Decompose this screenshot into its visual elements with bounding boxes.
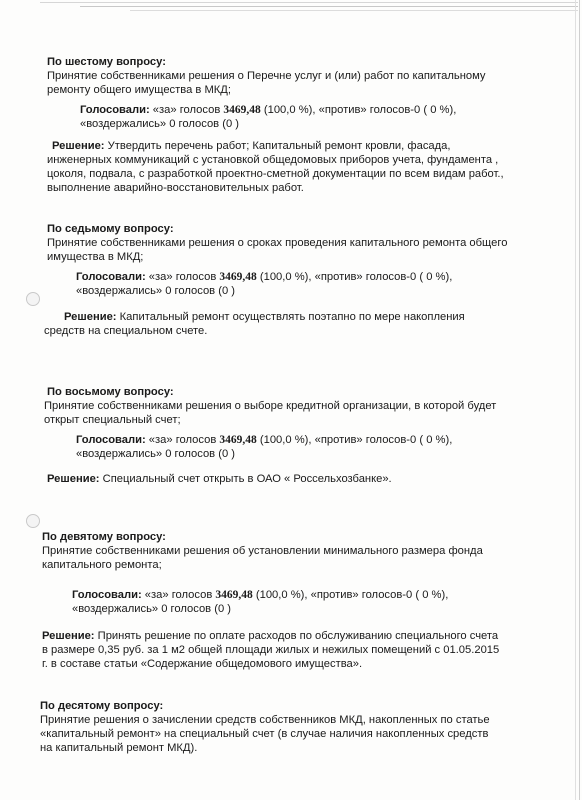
vote-label: Голосовали: <box>76 271 146 283</box>
vote-abstain-line: «воздержались» 0 голосов (0 ) <box>76 448 236 460</box>
page-edge <box>80 6 578 7</box>
decision-line: средств на специальном счете. <box>44 325 208 337</box>
punch-hole <box>26 292 40 306</box>
page-edge <box>40 2 578 3</box>
page-edge <box>130 10 578 11</box>
decision-label: Решение: <box>42 630 95 642</box>
question-text-line: Принятие собственниками решения об установлении минимального размера фонда <box>42 545 483 557</box>
vote-pre: «за» голосов <box>145 271 220 283</box>
decision-line <box>42 629 498 643</box>
vote-abstain-line: «воздержались» 0 голосов (0 ) <box>76 285 236 297</box>
vote-line <box>76 270 452 284</box>
question-text-line: «капитальный ремонт» на специальный счет (в случае наличия накопленных средств <box>40 728 489 740</box>
page-edge <box>575 0 576 800</box>
decision-line <box>64 310 465 324</box>
vote-abstain-line: «воздержались» 0 голосов (0 ) <box>80 118 240 130</box>
vote-pre: «за» голосов <box>145 434 220 446</box>
vote-post: (100,0 %), «против» голосов-0 ( 0 %), <box>252 589 449 601</box>
question-text-line: открыт специальный счет; <box>44 414 181 426</box>
decision-line: выполнение аварийно-восстановительных работ. <box>47 182 304 194</box>
vote-count: 3469,48 <box>219 271 257 283</box>
decision-text: Специальный счет открыть в ОАО « Россельхозбанке». <box>99 473 392 485</box>
question-text-line: на капитальный ремонт МКД). <box>40 742 198 754</box>
vote-line <box>76 433 452 447</box>
decision-line <box>47 472 392 486</box>
question-text-line: Принятие решения о зачислении средств собственников МКД, накопленных по статье <box>40 714 490 726</box>
decision-label: Решение: <box>52 140 105 152</box>
decision-text: Утвердить перечень работ; Капитальный ремонт кровли, фасада, <box>104 140 451 152</box>
question-text-line: ремонту общего имущества в МКД; <box>47 84 231 96</box>
vote-pre: «за» голосов <box>141 589 216 601</box>
vote-line <box>80 103 456 117</box>
question-heading: По девятому вопросу: <box>42 531 166 543</box>
vote-label: Голосовали: <box>80 104 150 116</box>
decision-line: г. в составе статьи «Содержание общедомового имущества». <box>42 658 363 670</box>
question-text-line: капитального ремонта; <box>42 559 162 571</box>
vote-line <box>72 588 448 602</box>
punch-hole <box>26 514 40 528</box>
decision-label: Решение: <box>47 473 100 485</box>
decision-line <box>52 139 451 153</box>
vote-post: (100,0 %), «против» голосов-0 ( 0 %), <box>256 271 453 283</box>
decision-text: Принять решение по оплате расходов по обслуживанию специального счета <box>94 630 499 642</box>
vote-post: (100,0 %), «против» голосов-0 ( 0 %), <box>260 104 457 116</box>
question-text-line: Принятие собственниками решения о выборе кредитной организации, в которой будет <box>44 400 497 412</box>
vote-count: 3469,48 <box>219 434 257 446</box>
decision-line: в размере 0,35 руб. за 1 м2 общей площади жилых и нежилых помещений с 01.05.2015 <box>42 644 500 656</box>
question-text-line: Принятие собственниками решения о Перечне услуг и (или) работ по капитальному <box>47 70 486 82</box>
question-heading: По десятому вопросу: <box>40 700 164 712</box>
decision-text: Капитальный ремонт осуществлять поэтапно по мере накопления <box>116 311 465 323</box>
page-edge <box>579 0 580 800</box>
question-text-line: имущества в МКД; <box>47 251 144 263</box>
vote-count: 3469,48 <box>215 589 253 601</box>
vote-post: (100,0 %), «против» голосов-0 ( 0 %), <box>256 434 453 446</box>
vote-label: Голосовали: <box>76 434 146 446</box>
vote-label: Голосовали: <box>72 589 142 601</box>
decision-line: инженерных коммуникаций с установкой общедомовых приборов учета, фундамента , <box>47 154 499 166</box>
decision-label: Решение: <box>64 311 117 323</box>
decision-line: цоколя, подвала, с разработкой проектно-сметной документации по всем видам работ., <box>47 168 504 180</box>
question-heading: По шестому вопросу: <box>47 56 166 68</box>
vote-pre: «за» голосов <box>149 104 224 116</box>
question-heading: По восьмому вопросу: <box>47 386 174 398</box>
question-heading: По седьмому вопросу: <box>47 223 174 235</box>
vote-abstain-line: «воздержались» 0 голосов (0 ) <box>72 603 232 615</box>
vote-count: 3469,48 <box>223 104 261 116</box>
question-text-line: Принятие собственниками решения о сроках проведения капитального ремонта общего <box>47 237 508 249</box>
